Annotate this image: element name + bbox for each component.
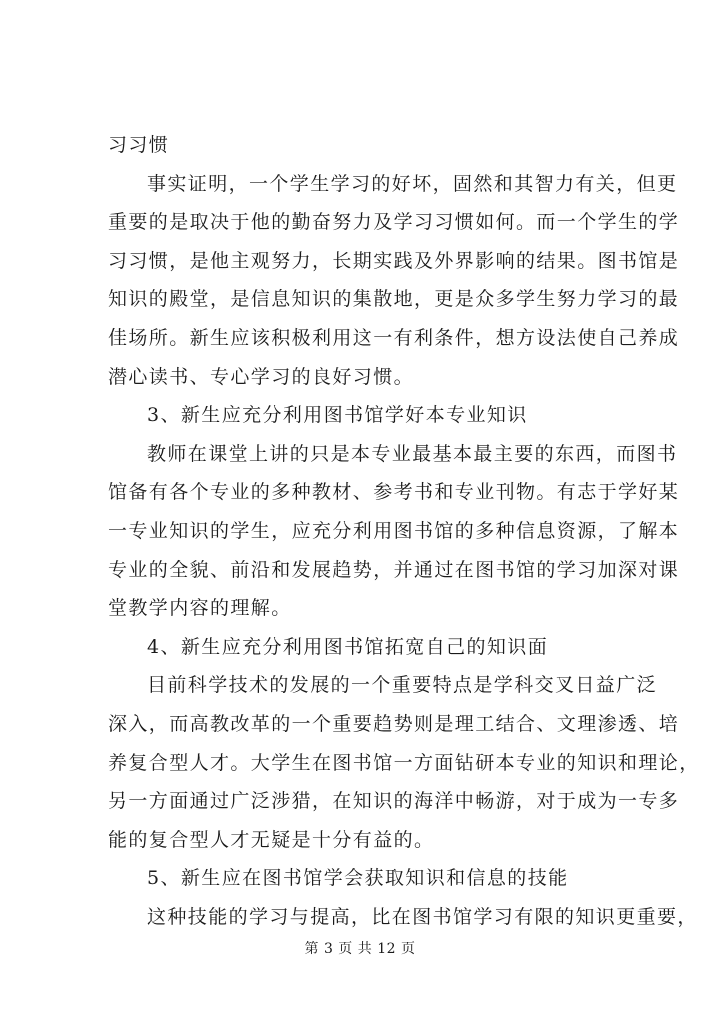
text-line: 馆备有各个专业的多种教材、参考书和专业刊物。有志于学好某 xyxy=(108,481,680,504)
text-line: 一专业知识的学生，应充分利用图书馆的多种信息资源，了解本 xyxy=(108,519,680,542)
text-line: 重要的是取决于他的勤奋努力及学习习惯如何。而一个学生的学 xyxy=(108,211,680,234)
text-line: 专业的全貌、前沿和发展趋势，并通过在图书馆的学习加深对课 xyxy=(108,558,680,581)
text-line: 能的复合型人才无疑是十分有益的。 xyxy=(108,828,435,851)
page-footer: 第 3 页 共 12 页 xyxy=(304,941,416,957)
text-line: 目前科学技术的发展的一个重要特点是学科交叉日益广泛 xyxy=(147,674,658,697)
text-line: 习习惯 xyxy=(108,134,170,156)
text-line: 教师在课堂上讲的只是本专业最基本最主要的东西，而图书 xyxy=(147,442,678,465)
text-line: 佳场所。新生应该积极利用这一有利条件，想方设法使自己养成 xyxy=(108,326,680,349)
text-line: 养复合型人才。大学生在图书馆一方面钻研本专业的知识和理论， xyxy=(108,751,700,774)
section-heading: 3、新生应充分利用图书馆学好本专业知识 xyxy=(147,404,528,427)
text-line: 这种技能的学习与提高，比在图书馆学习有限的知识更重要， xyxy=(147,905,698,928)
text-line: 知识的殿堂，是信息知识的集散地，更是众多学生努力学习的最 xyxy=(108,288,680,311)
section-heading: 5、新生应在图书馆学会获取知识和信息的技能 xyxy=(147,867,569,890)
text-line: 深入，而高教改革的一个重要趋势则是理工结合、文理渗透、培 xyxy=(108,712,680,735)
section-heading: 4、新生应充分利用图书馆拓宽自己的知识面 xyxy=(147,635,549,658)
text-line: 习习惯，是他主观努力，长期实践及外界影响的结果。图书馆是 xyxy=(108,249,680,272)
text-line: 堂教学内容的理解。 xyxy=(108,597,292,620)
text-line: 事实证明，一个学生学习的好坏，固然和其智力有关，但更 xyxy=(147,172,678,195)
body-text xyxy=(108,126,700,936)
text-line: 另一方面通过广泛涉猎，在知识的海洋中畅游，对于成为一专多 xyxy=(108,790,680,813)
text-line: 潜心读书、专心学习的良好习惯。 xyxy=(108,365,415,388)
